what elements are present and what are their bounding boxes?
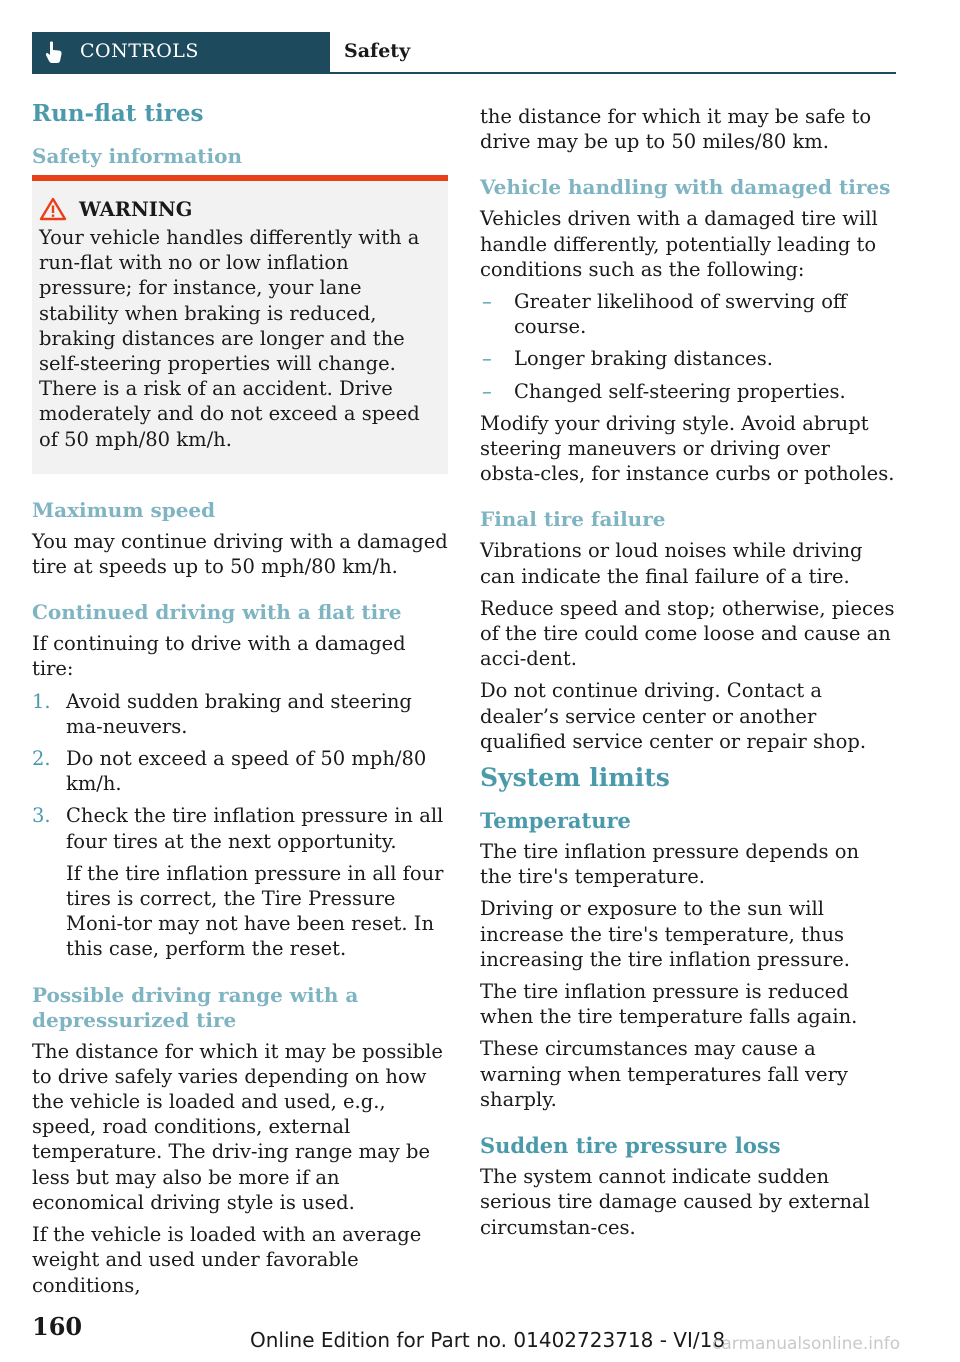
reset-note: If the tire inflation pressure in all four tires is correct, the Tire Pressure Moni‐tor may not have been reset. In this case, perform the reset. [66, 861, 444, 961]
page-number: 160 [32, 1312, 83, 1341]
warning-box [32, 175, 448, 474]
left-column [32, 100, 448, 1305]
section-title: Run-flat tires [32, 100, 204, 127]
list-item: 3. Check the tire inflation pressure in all four tires at the next opportunity. [32, 804, 444, 853]
handling-outro: Modify your driving style. Avoid abrupt steering maneuvers or driving over obsta‐cles, for instance curbs or potholes. [480, 411, 895, 486]
safety-heading: Safety information [32, 144, 243, 168]
range-continuation: the distance for which it may be safe to drive may be up to 50 miles/80 km. [480, 105, 872, 154]
failure-text-2: Reduce speed and stop; otherwise, pieces of the tire could come loose and cause an acci‐dent. [480, 596, 895, 671]
handling-conditions [480, 289, 896, 404]
continued-driving-intro: If continuing to drive with a damaged tire: [32, 632, 406, 681]
page-header [32, 32, 896, 74]
right-column [480, 104, 896, 1247]
warning-title: WARNING [79, 197, 193, 221]
temperature-heading: Temperature [480, 808, 631, 834]
list-item: – Longer braking distances. [482, 347, 773, 371]
section-label: Safety [344, 40, 411, 62]
failure-text-3: Do not continue driving. Contact a dealer’s service center or another qualified service center or repair shop. [480, 679, 867, 753]
warning-text: Your vehicle handles differently with a run-flat with no or low inflation pressure; for instance, your lane stability when braking is reduced, braking distances are longer and the self-steering properties will change. There is a risk of an accident. Drive moderately and do not exceed a speed of 50 mph/80 km/h. [39, 226, 420, 451]
chapter-tab [32, 32, 330, 72]
pointing-hand-icon [44, 41, 64, 63]
pressure-loss-heading: Sudden tire pressure loss [480, 1133, 781, 1159]
handling-heading: Vehicle handling with damaged tires [480, 175, 891, 200]
failure-text-1: Vibrations or loud noises while driving can indicate the final failure of a tire. [480, 539, 863, 588]
chapter-label: CONTROLS [80, 40, 199, 62]
max-speed-text: You may continue driving with a damaged tire at speeds up to 50 mph/80 km/h. [32, 529, 448, 579]
list-item: 2. Do not exceed a speed of 50 mph/80 km/h. [32, 747, 427, 796]
edition-note: Online Edition for Part no. 01402723718 - VI/18 [250, 1328, 726, 1352]
max-speed-heading: Maximum speed [32, 497, 216, 522]
temperature-text-3: The tire inflation pressure is reduced when the tire temperature falls again. [480, 980, 858, 1029]
list-item: – Changed self-steering properties. [482, 379, 846, 403]
continued-driving-steps [32, 689, 448, 854]
temperature-text-2: Driving or exposure to the sun will increase the tire's temperature, thus increasing the tire inflation pressure. [480, 897, 850, 971]
temperature-text-1: The tire inflation pressure depends on the tire's temperature. [480, 840, 860, 889]
failure-heading: Final tire failure [480, 507, 666, 532]
system-limits-title: System limits [480, 763, 670, 793]
list-item: 1. Avoid sudden braking and steering ma‐neuvers. [32, 689, 412, 738]
warning-triangle-icon [39, 197, 67, 221]
handling-intro: Vehicles driven with a damaged tire will handle differently, potentially leading to conditions such as the following: [480, 207, 878, 281]
temperature-text-4: These circumstances may cause a warning when temperatures fall very sharply. [480, 1037, 848, 1111]
range-text-1: The distance for which it may be possible to drive safely varies depending on how the vehicle is loaded and used, e.g., speed, road conditions, external temperature. The driv‐ing range may be less but may also be more if an economical driving style is used. [32, 1039, 443, 1214]
range-text-2: If the vehicle is loaded with an average weight and used under favorable conditions, [32, 1223, 422, 1297]
range-heading: Possible driving range with a depressurized tire [32, 982, 359, 1032]
list-item: – Greater likelihood of swerving off course. [482, 290, 847, 339]
pressure-loss-text: The system cannot indicate sudden serious tire damage caused by external circumstan‐ces. [480, 1165, 870, 1239]
watermark: carmanualsonline.info [712, 1334, 901, 1354]
continued-driving-heading: Continued driving with a flat tire [32, 600, 402, 625]
